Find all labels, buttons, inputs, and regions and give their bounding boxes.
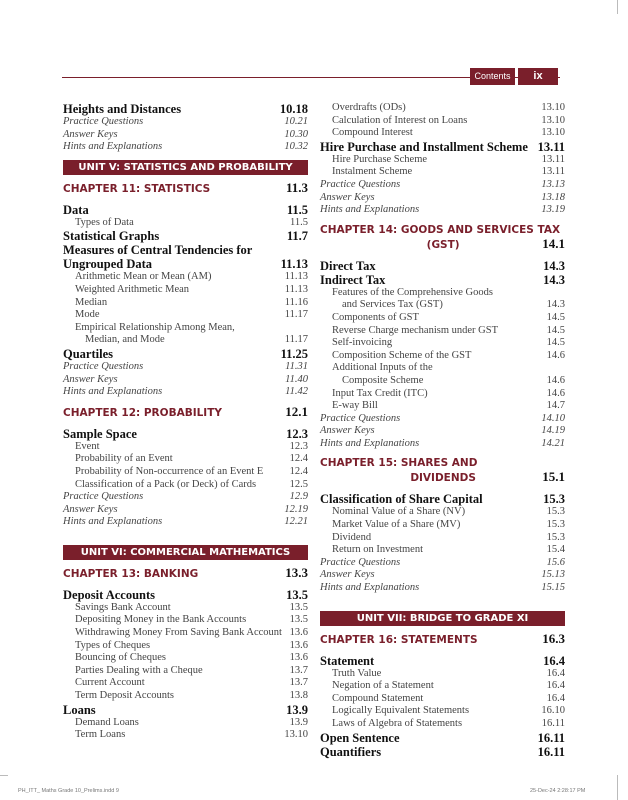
- chapter-title-line: CHAPTER 14: GOODS AND SERVICES TAX: [320, 223, 561, 236]
- toc-subsection-entry[interactable]: [320, 325, 565, 338]
- toc-entry-title: Current Account: [75, 677, 145, 689]
- toc-section-entry[interactable]: [63, 102, 308, 116]
- toc-entry-title: Open Sentence: [320, 730, 400, 745]
- toc-subsection-entry[interactable]: [320, 166, 565, 179]
- toc-entry-title: Weighted Arithmetic Mean: [75, 283, 190, 295]
- toc-subsection-entry[interactable]: [63, 217, 308, 230]
- toc-entry-title: and Services Tax (GST): [342, 299, 443, 311]
- toc-entry-title: Practice Questions: [320, 178, 401, 190]
- toc-page-number: 11.25: [280, 346, 308, 361]
- toc-entry-title: Compound Statement: [332, 692, 424, 704]
- toc-section-entry[interactable]: [320, 492, 565, 506]
- toc-page-number: 13.8: [289, 690, 308, 702]
- toc-entry-title: Answer Keys: [320, 425, 375, 437]
- toc-entry-title: Sample Space: [63, 426, 137, 441]
- unit-banner: UNIT VI: COMMERCIAL MATHEMATICS: [63, 545, 308, 560]
- toc-page-number: 12.19: [284, 503, 308, 515]
- toc-subsection-entry[interactable]: [320, 680, 565, 693]
- footer-date: 25-Dec-24 2:28:17 PM: [530, 788, 586, 794]
- toc-entry-title: Overdrafts (ODs): [332, 102, 406, 113]
- toc-entry-title: Quantifiers: [320, 744, 382, 759]
- toc-entry-title: Savings Bank Account: [75, 601, 171, 613]
- toc-page-number: 14.10: [541, 412, 565, 424]
- toc-entry-title: CHAPTER 16: STATEMENTS: [320, 633, 478, 646]
- toc-entry-title: Data: [63, 202, 89, 217]
- toc-entry-title: Practice Questions: [63, 116, 144, 127]
- toc-entry-title: Probability of an Event: [75, 453, 173, 465]
- chapter-page-number: 15.1: [542, 469, 565, 485]
- toc-entry-title: E-way Bill: [332, 400, 378, 412]
- toc-entry-title: Deposit Accounts: [63, 587, 156, 602]
- toc-subsection-entry[interactable]: [320, 127, 565, 140]
- toc-subsection-entry[interactable]: [320, 705, 565, 718]
- toc-subsection-entry[interactable]: [63, 690, 308, 703]
- toc-entry-title: Types of Data: [75, 216, 134, 228]
- toc-page-number: 12.5: [289, 478, 308, 490]
- toc-section-entry[interactable]: [320, 745, 565, 759]
- toc-page-number: 11.42: [285, 386, 308, 398]
- toc-subsection-entry[interactable]: [63, 717, 308, 730]
- toc-entry-title: CHAPTER 11: STATISTICS: [63, 182, 211, 195]
- toc-subsection-entry[interactable]: [320, 287, 565, 300]
- toc-subsection-entry[interactable]: [63, 627, 308, 640]
- chapter-heading[interactable]: [320, 632, 565, 647]
- toc-page-number: 13.13: [541, 178, 565, 190]
- toc-page-number: 13.18: [541, 191, 565, 203]
- toc-practice-entry[interactable]: [320, 204, 565, 217]
- toc-subsection-entry[interactable]: [320, 375, 565, 388]
- toc-page-number: 15.6: [546, 556, 565, 568]
- unit-banner: UNIT V: STATISTICS AND PROBABILITY: [63, 160, 308, 175]
- toc-entry-title: Truth Value: [332, 667, 382, 679]
- toc-page-number: 11.5: [286, 202, 308, 217]
- toc-page-number: 12.3: [286, 426, 308, 441]
- toc-entry-title: Hints and Explanations: [320, 582, 420, 594]
- toc-page-number: 14.3: [543, 258, 565, 273]
- toc-page-number: 15.3: [546, 519, 565, 531]
- toc-entry-title: Median, and Mode: [85, 334, 165, 346]
- toc-page-number: 11.13: [284, 271, 308, 283]
- toc-practice-entry[interactable]: [63, 141, 308, 154]
- toc-page-number: 13.10: [541, 102, 565, 113]
- chapter-page-number: 14.1: [542, 235, 565, 251]
- toc-entry-title: Compound Interest: [332, 127, 413, 139]
- toc-page-number: 13.7: [289, 664, 308, 676]
- toc-entry-title: Empirical Relationship Among Mean,: [75, 321, 235, 333]
- chapter-title-line: (GST): [426, 238, 460, 251]
- toc-subsection-entry[interactable]: [320, 102, 565, 115]
- chapter-title-row: [320, 237, 565, 252]
- toc-subsection-entry[interactable]: [320, 400, 565, 413]
- toc-page-number: 14.6: [546, 387, 565, 399]
- toc-entry-title: Practice Questions: [320, 412, 401, 424]
- toc-entry-title: Components of GST: [332, 311, 419, 323]
- toc-section-entry[interactable]: [63, 243, 308, 257]
- toc-entry-title: Demand Loans: [75, 716, 139, 728]
- toc-page-number: 13.10: [541, 127, 565, 139]
- toc-page-number: 13.6: [289, 652, 308, 664]
- chapter-title-line: CHAPTER 15: SHARES AND: [320, 457, 478, 470]
- toc-practice-entry[interactable]: [63, 504, 308, 517]
- toc-entry-title: Bouncing of Cheques: [75, 652, 166, 664]
- toc-entry-title: Hints and Explanations: [63, 386, 163, 398]
- chapter-heading[interactable]: [320, 223, 565, 252]
- toc-entry-title: Features of the Comprehensive Goods: [332, 286, 493, 298]
- toc-entry-title: Quartiles: [63, 346, 113, 361]
- chapter-heading[interactable]: [63, 181, 308, 196]
- toc-page-number: 10.21: [284, 116, 308, 127]
- footer-file-name: PH_ITT_ Maths Grade 10_Prelims.indd 9: [18, 788, 119, 794]
- toc-entry-title: Parties Dealing with a Cheque: [75, 664, 203, 676]
- toc-page-number: 11.17: [284, 334, 308, 346]
- toc-section-entry[interactable]: [63, 588, 308, 602]
- toc-section-entry[interactable]: [63, 229, 308, 243]
- spacer: [320, 595, 565, 605]
- toc-entry-title: Answer Keys: [63, 373, 118, 385]
- toc-page-number: 11.3: [285, 179, 308, 195]
- toc-practice-entry[interactable]: [63, 491, 308, 504]
- toc-page-number: 13.6: [289, 627, 308, 639]
- toc-page-number: 14.21: [541, 437, 565, 449]
- toc-entry-title: Loans: [63, 702, 96, 717]
- crop-mark: [617, 775, 618, 800]
- toc-page-number: 14.3: [546, 299, 565, 311]
- toc-page-number: 13.10: [541, 114, 565, 126]
- toc-entry-title: Hire Purchase and Installment Scheme: [320, 139, 528, 154]
- toc-subsection-entry[interactable]: [63, 652, 308, 665]
- toc-entry-title: Additional Inputs of the: [332, 362, 433, 374]
- toc-page-number: 11.7: [286, 229, 308, 244]
- toc-page-number: 15.3: [546, 506, 565, 518]
- toc-practice-entry[interactable]: [63, 129, 308, 142]
- toc-entry-title: Classification of a Pack (or Deck) of Cards: [75, 478, 257, 490]
- toc-section-entry[interactable]: [320, 259, 565, 273]
- toc-entry-title: Direct Tax: [320, 258, 376, 273]
- toc-page-number: 14.19: [541, 425, 565, 437]
- toc-page-number: 16.4: [546, 692, 565, 704]
- toc-subsection-entry[interactable]: [63, 271, 308, 284]
- toc-page-number: 12.1: [285, 403, 308, 419]
- toc-entry-title: Ungrouped Data: [63, 257, 153, 272]
- toc-entry-title: Self-invoicing: [332, 337, 393, 349]
- toc-page-number: 11.17: [284, 309, 308, 321]
- crop-mark: [0, 775, 8, 776]
- toc-entry-title: Hints and Explanations: [63, 516, 163, 528]
- toc-subsection-entry[interactable]: [63, 322, 308, 335]
- toc-entry-title: Dividend: [332, 531, 372, 543]
- toc-subsection-entry[interactable]: [63, 334, 308, 347]
- toc-page-number: 12.9: [289, 491, 308, 503]
- header-page-number: ix: [518, 68, 558, 85]
- toc-entry-title: Input Tax Credit (ITC): [332, 387, 428, 399]
- toc-entry-title: Heights and Distances: [63, 102, 182, 116]
- toc-subsection-entry[interactable]: [320, 388, 565, 401]
- toc-page-number: 15.13: [541, 569, 565, 581]
- toc-right-column: [320, 102, 565, 759]
- toc-page-number: 13.5: [289, 614, 308, 626]
- toc-page-number: 13.11: [537, 139, 565, 154]
- chapter-title-row: [320, 470, 565, 485]
- toc-page-number: 16.11: [541, 718, 565, 729]
- toc-entry-title: Composite Scheme: [342, 374, 424, 386]
- toc-subsection-entry[interactable]: [320, 668, 565, 681]
- toc-subsection-entry[interactable]: [320, 718, 565, 731]
- toc-page-number: 15.15: [541, 582, 565, 594]
- toc-entry-title: Hire Purchase Scheme: [332, 153, 428, 165]
- toc-page-number: 14.6: [546, 374, 565, 386]
- toc-entry-title: Statistical Graphs: [63, 229, 160, 244]
- toc-page-number: 12.4: [289, 465, 308, 477]
- toc-subsection-entry[interactable]: [320, 532, 565, 545]
- toc-practice-entry[interactable]: [320, 425, 565, 438]
- toc-entry-title: Instalment Scheme: [332, 166, 413, 178]
- toc-entry-title: Hints and Explanations: [63, 141, 163, 153]
- toc-page-number: 11.13: [284, 283, 308, 295]
- toc-section-entry[interactable]: [63, 203, 308, 217]
- toc-page-number: 10.18: [279, 102, 308, 116]
- toc-subsection-entry[interactable]: [320, 519, 565, 532]
- toc-page-number: 13.3: [285, 564, 308, 580]
- toc-page-number: 13.9: [286, 702, 308, 717]
- toc-subsection-entry[interactable]: [320, 693, 565, 706]
- toc-practice-entry[interactable]: [320, 557, 565, 570]
- toc-page-number: 12.4: [289, 453, 308, 465]
- toc-practice-entry[interactable]: [320, 179, 565, 192]
- toc-subsection-entry[interactable]: [320, 506, 565, 519]
- chapter-heading[interactable]: [63, 405, 308, 420]
- toc-left-column: [63, 102, 308, 742]
- chapter-heading[interactable]: [320, 456, 565, 485]
- toc-entry-title: Practice Questions: [63, 360, 144, 372]
- toc-page-number: 13.11: [541, 153, 565, 165]
- unit-banner: UNIT VII: BRIDGE TO GRADE XI: [320, 611, 565, 626]
- toc-entry-title: CHAPTER 13: BANKING: [63, 567, 199, 580]
- toc-entry-title: Arithmetic Mean or Mean (AM): [75, 271, 212, 283]
- toc-practice-entry[interactable]: [320, 569, 565, 582]
- toc-entry-title: Mode: [75, 309, 100, 321]
- toc-subsection-entry[interactable]: [63, 602, 308, 615]
- toc-entry-title: Probability of Non-occurrence of an Event E: [75, 465, 264, 477]
- toc-entry-title: Logically Equivalent Statements: [332, 705, 470, 717]
- toc-subsection-entry[interactable]: [63, 640, 308, 653]
- toc-page-number: 11.40: [285, 373, 308, 385]
- toc-entry-title: Term Loans: [75, 729, 126, 741]
- toc-subsection-entry[interactable]: [63, 665, 308, 678]
- toc-entry-title: Composition Scheme of the GST: [332, 349, 472, 361]
- toc-entry-title: Statement: [320, 653, 375, 668]
- toc-subsection-entry[interactable]: [320, 337, 565, 350]
- toc-subsection-entry[interactable]: [320, 115, 565, 128]
- toc-page-number: 14.5: [546, 324, 565, 336]
- toc-entry-title: Calculation of Interest on Loans: [332, 114, 468, 126]
- header-section-label: Contents: [470, 68, 515, 85]
- toc-page-number: 16.3: [542, 630, 565, 646]
- toc-subsection-entry[interactable]: [63, 729, 308, 742]
- toc-section-entry[interactable]: [63, 257, 308, 271]
- toc-entry-title: Depositing Money in the Bank Accounts: [75, 614, 247, 626]
- toc-entry-title: Withdrawing Money From Saving Bank Account: [75, 627, 282, 639]
- toc-page-number: 11.31: [285, 360, 308, 372]
- toc-page-number: 13.19: [541, 204, 565, 216]
- toc-subsection-entry[interactable]: [320, 154, 565, 167]
- toc-practice-entry[interactable]: [320, 413, 565, 426]
- toc-subsection-entry[interactable]: [320, 299, 565, 312]
- toc-practice-entry[interactable]: [63, 516, 308, 529]
- toc-page-number: 16.4: [543, 653, 565, 668]
- toc-entry-title: Classification of Share Capital: [320, 492, 483, 507]
- toc-page-number: 10.30: [284, 128, 308, 140]
- toc-practice-entry[interactable]: [320, 438, 565, 451]
- toc-practice-entry[interactable]: [63, 116, 308, 129]
- toc-section-entry[interactable]: [320, 140, 565, 154]
- toc-entry-title: Event: [75, 440, 100, 452]
- toc-subsection-entry[interactable]: [63, 614, 308, 627]
- toc-section-entry[interactable]: [63, 703, 308, 717]
- toc-page-number: 11.16: [284, 296, 308, 308]
- toc-subsection-entry[interactable]: [63, 453, 308, 466]
- toc-practice-entry[interactable]: [63, 374, 308, 387]
- toc-practice-entry[interactable]: [320, 582, 565, 595]
- toc-entry-title: Measures of Central Tendencies for: [63, 243, 253, 258]
- toc-practice-entry[interactable]: [63, 386, 308, 399]
- toc-page-number: 16.11: [537, 744, 565, 759]
- toc-page-number: 11.13: [280, 257, 308, 272]
- toc-page-number: 13.10: [284, 729, 308, 741]
- toc-page-number: 15.3: [546, 531, 565, 543]
- toc-entry-title: Answer Keys: [63, 128, 118, 140]
- toc-entry-title: Types of Cheques: [75, 639, 151, 651]
- toc-section-entry[interactable]: [320, 654, 565, 668]
- toc-page-number: 11.5: [290, 216, 308, 228]
- toc-subsection-entry[interactable]: [320, 350, 565, 363]
- toc-section-entry[interactable]: [63, 347, 308, 361]
- chapter-heading[interactable]: [63, 566, 308, 581]
- toc-entry-title: Hints and Explanations: [320, 204, 420, 216]
- toc-subsection-entry[interactable]: [63, 297, 308, 310]
- toc-page-number: 13.5: [289, 601, 308, 613]
- toc-subsection-entry[interactable]: [63, 677, 308, 690]
- toc-subsection-entry[interactable]: [63, 284, 308, 297]
- toc-entry-title: Median: [75, 296, 108, 308]
- toc-page-number: 13.9: [289, 716, 308, 728]
- toc-subsection-entry[interactable]: [320, 312, 565, 325]
- toc-subsection-entry[interactable]: [63, 441, 308, 454]
- toc-page-number: 12.21: [284, 516, 308, 528]
- toc-subsection-entry[interactable]: [320, 362, 565, 375]
- toc-entry-title: Practice Questions: [63, 491, 144, 503]
- toc-practice-entry[interactable]: [63, 361, 308, 374]
- toc-entry-title: Return on Investment: [332, 544, 423, 556]
- toc-page-number: 16.11: [537, 730, 565, 745]
- toc-entry-title: Hints and Explanations: [320, 437, 420, 449]
- toc-entry-title: Answer Keys: [320, 191, 375, 203]
- toc-page-number: 16.4: [546, 680, 565, 692]
- toc-page-number: 14.5: [546, 311, 565, 323]
- toc-page-number: 13.7: [289, 677, 308, 689]
- toc-page-number: 12.3: [289, 440, 308, 452]
- toc-page-number: 14.7: [546, 400, 565, 412]
- toc-page-number: 10.32: [284, 141, 308, 153]
- toc-practice-entry[interactable]: [320, 192, 565, 205]
- toc-entry-title: Term Deposit Accounts: [75, 690, 174, 702]
- toc-page-number: 15.4: [546, 544, 565, 556]
- toc-page-number: 13.11: [541, 166, 565, 178]
- toc-subsection-entry[interactable]: [63, 479, 308, 492]
- toc-section-entry[interactable]: [320, 731, 565, 745]
- chapter-title-line: DIVIDENDS: [410, 472, 476, 485]
- toc-entry-title: Nominal Value of a Share (NV): [332, 506, 466, 518]
- toc-page-number: 14.6: [546, 349, 565, 361]
- toc-entry-title: Practice Questions: [320, 556, 401, 568]
- toc-entry-title: Indirect Tax: [320, 272, 386, 287]
- toc-page-number: 15.3: [543, 492, 565, 507]
- crop-mark: [617, 0, 618, 14]
- toc-entry-title: CHAPTER 12: PROBABILITY: [63, 406, 222, 419]
- toc-entry-title: Market Value of a Share (MV): [332, 519, 461, 531]
- toc-page-number: 14.5: [546, 337, 565, 349]
- toc-page-number: 13.6: [289, 639, 308, 651]
- toc-subsection-entry[interactable]: [320, 544, 565, 557]
- toc-section-entry[interactable]: [320, 273, 565, 287]
- toc-entry-title: Answer Keys: [63, 503, 118, 515]
- toc-section-entry[interactable]: [63, 427, 308, 441]
- toc-entry-title: Negation of a Statement: [332, 680, 434, 692]
- toc-page-number: 13.5: [286, 587, 308, 602]
- toc-page-number: 16.4: [546, 667, 565, 679]
- toc-page-number: 16.10: [541, 705, 565, 717]
- toc-entry-title: Reverse Charge mechanism under GST: [332, 324, 499, 336]
- toc-subsection-entry[interactable]: [63, 466, 308, 479]
- toc-entry-title: Answer Keys: [320, 569, 375, 581]
- spacer: [63, 529, 308, 539]
- toc-entry-title: Laws of Algebra of Statements: [332, 718, 463, 729]
- toc-page-number: 14.3: [543, 272, 565, 287]
- toc-subsection-entry[interactable]: [63, 309, 308, 322]
